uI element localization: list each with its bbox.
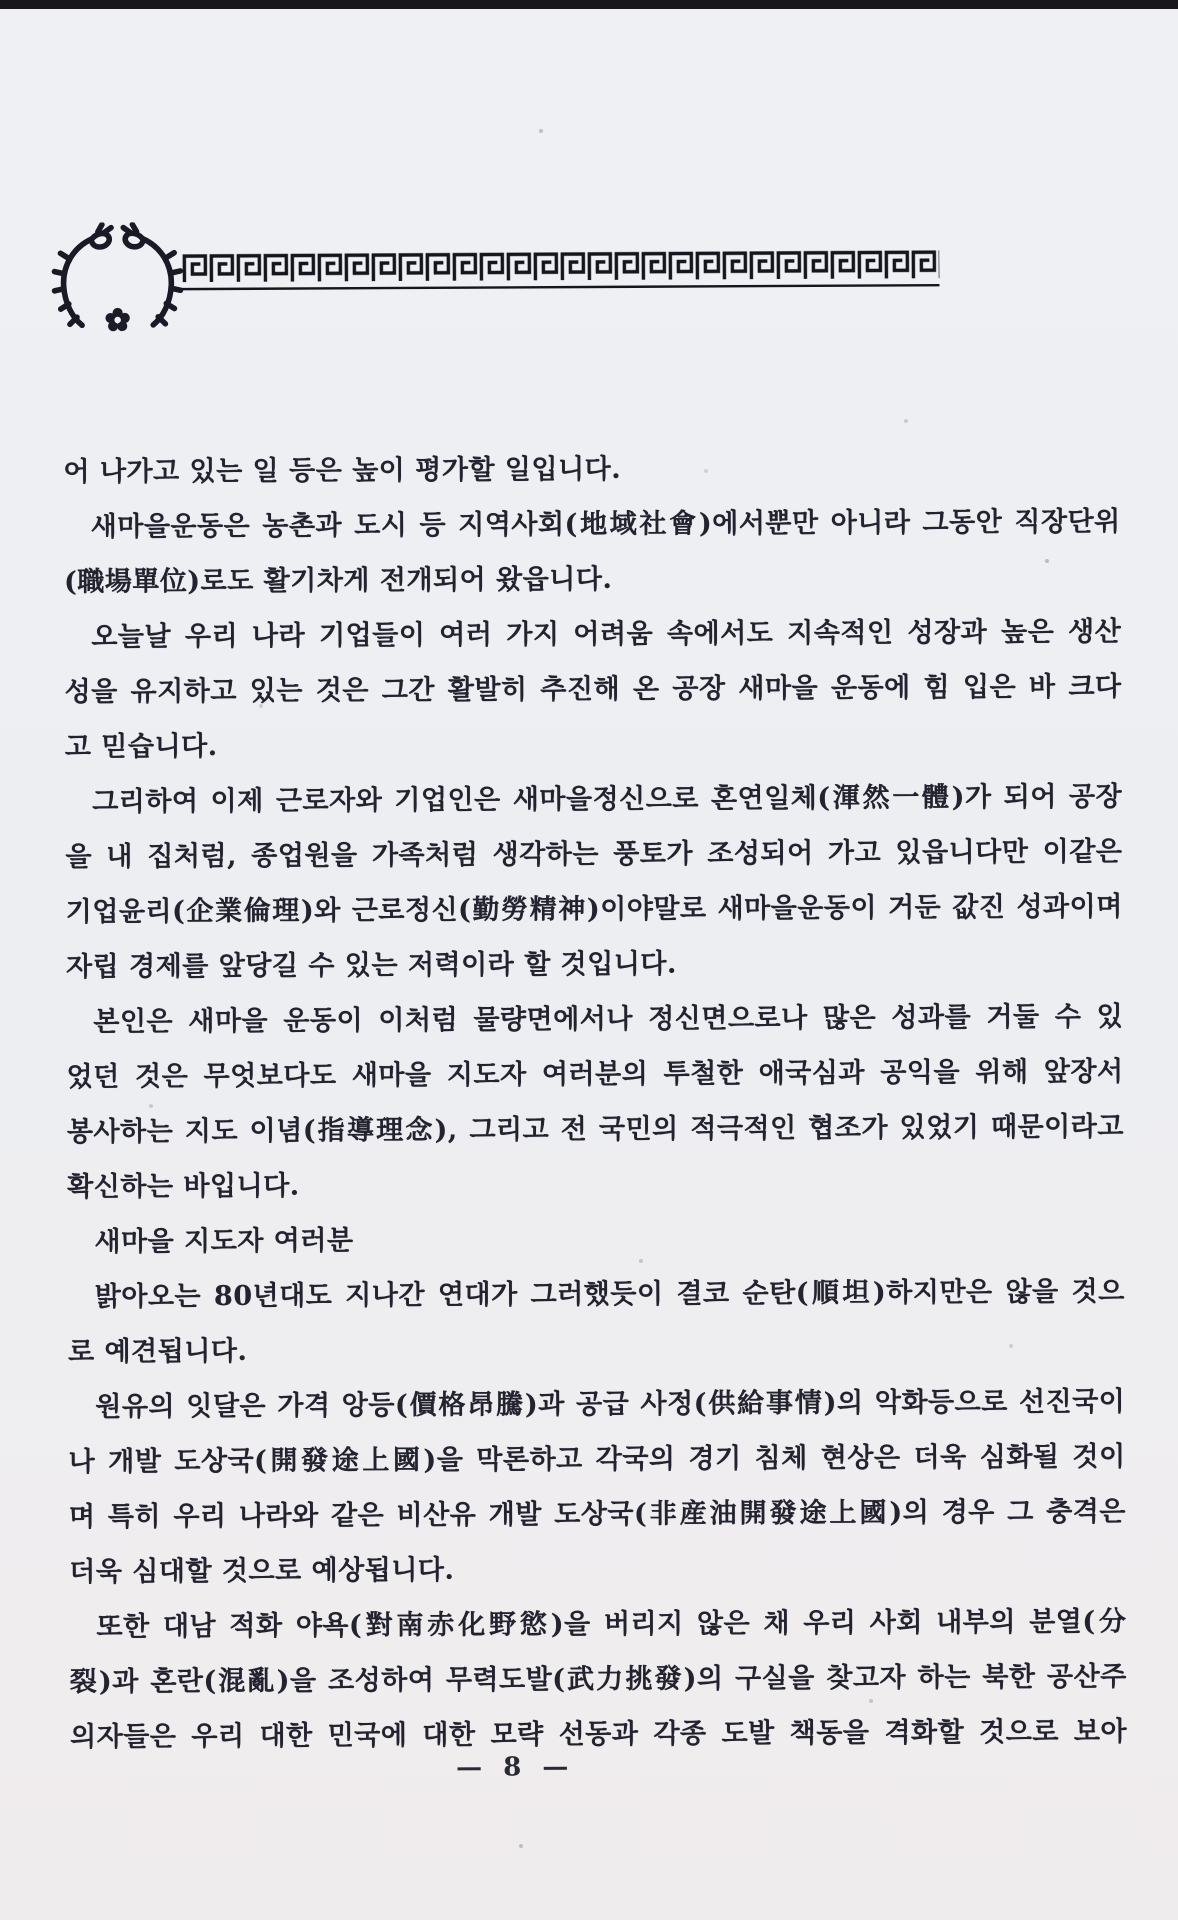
text-line: 성을 유지하고 있는 것은 그간 활발히 추진해 온 공장 새마을 운동에 힘 입은 바 크다 <box>64 671 1122 708</box>
text-line: 새마을운동은 농촌과 도시 등 지역사회(地域社會)에서뿐만 아니라 그동안 직장단위 <box>90 506 1121 543</box>
text-line: 또한 대남 적화 야욕(對南赤化野慾)을 버리지 않은 채 우리 사회 내부의 분열(分 <box>96 1606 1127 1643</box>
text-line: 며 특히 우리 나라와 같은 비산유 개발 도상국(非産油開發途上國)의 경우 그 충격은 <box>68 1496 1126 1533</box>
text-line: 봉사하는 지도 이념(指導理念), 그리고 전 국민의 적극적인 협조가 있었기 때문이라고 <box>66 1111 1124 1148</box>
text-line: 었던 것은 무엇보다도 새마을 지도자 여러분의 투철한 애국심과 공익을 위해 앞장서 <box>66 1056 1124 1093</box>
page-number: — 8 — <box>456 1752 575 1783</box>
text-line: 밝아오는 80년대도 지나간 연대가 그러했듯이 결코 순탄(順坦)하지만은 않을 것으 <box>94 1276 1125 1313</box>
text-line: 로 예견됩니다. <box>67 1335 248 1368</box>
text-line: 오늘날 우리 나라 기업들이 여러 가지 어려움 속에서도 지속적인 성장과 높은 생산 <box>91 616 1122 653</box>
text-line: 의자들은 우리 대한 민국에 대한 모략 선동과 각종 도발 책동을 격화할 것으로 보아 <box>69 1716 1128 1753</box>
document-text <box>63 439 1127 1765</box>
text-line: 기업윤리(企業倫理)와 근로정신(勤勞精神)이야말로 새마을운동이 거둔 값진 성과이며 <box>65 891 1123 928</box>
text-line: 자립 경제를 앞당길 수 있는 저력이라 할 것입니다. <box>65 948 677 983</box>
text-line: 을 내 집처럼, 종업원을 가족처럼 생각하는 풍토가 조성되어 가고 있읍니다만 이같은 <box>65 836 1123 873</box>
text-line: 더욱 심대할 것으로 예상됩니다. <box>69 1554 455 1588</box>
phoenix-seal-icon <box>51 222 184 345</box>
meander-border-icon <box>181 244 939 294</box>
paper-speckles <box>0 0 2 2</box>
text-line: 원유의 잇달은 가격 앙등(價格昂騰)과 공급 사정(供給事情)의 악화등으로 선진국이 <box>95 1386 1126 1423</box>
text-line: 새마을 지도자 여러분 <box>94 1225 354 1258</box>
text-line: 그리하여 이제 근로자와 기업인은 새마을정신으로 혼연일체(渾然一體)가 되어 공장 <box>92 781 1123 818</box>
text-line: 본인은 새마을 운동이 이처럼 물량면에서나 정신면으로나 많은 성과를 거둘 수 있 <box>93 1001 1124 1038</box>
text-line: 고 믿습니다. <box>64 730 218 763</box>
text-line: (職場單位)로도 활기차게 전개되어 왔읍니다. <box>63 563 613 598</box>
mugunghwa-flower <box>105 308 129 331</box>
text-line: 확신하는 바입니다. <box>67 1170 300 1203</box>
text-line: 나 개발 도상국(開發途上國)을 막론하고 각국의 경기 침체 현상은 더욱 심화될 것이 <box>68 1441 1126 1478</box>
text-line: 어 나가고 있는 일 등은 높이 평가할 일입니다. <box>63 453 622 488</box>
text-line: 裂)과 혼란(混亂)을 조성하여 무력도발(武力挑發)의 구실을 찾고자 하는 북한 공산주 <box>69 1661 1127 1698</box>
decorative-header <box>49 215 1130 351</box>
